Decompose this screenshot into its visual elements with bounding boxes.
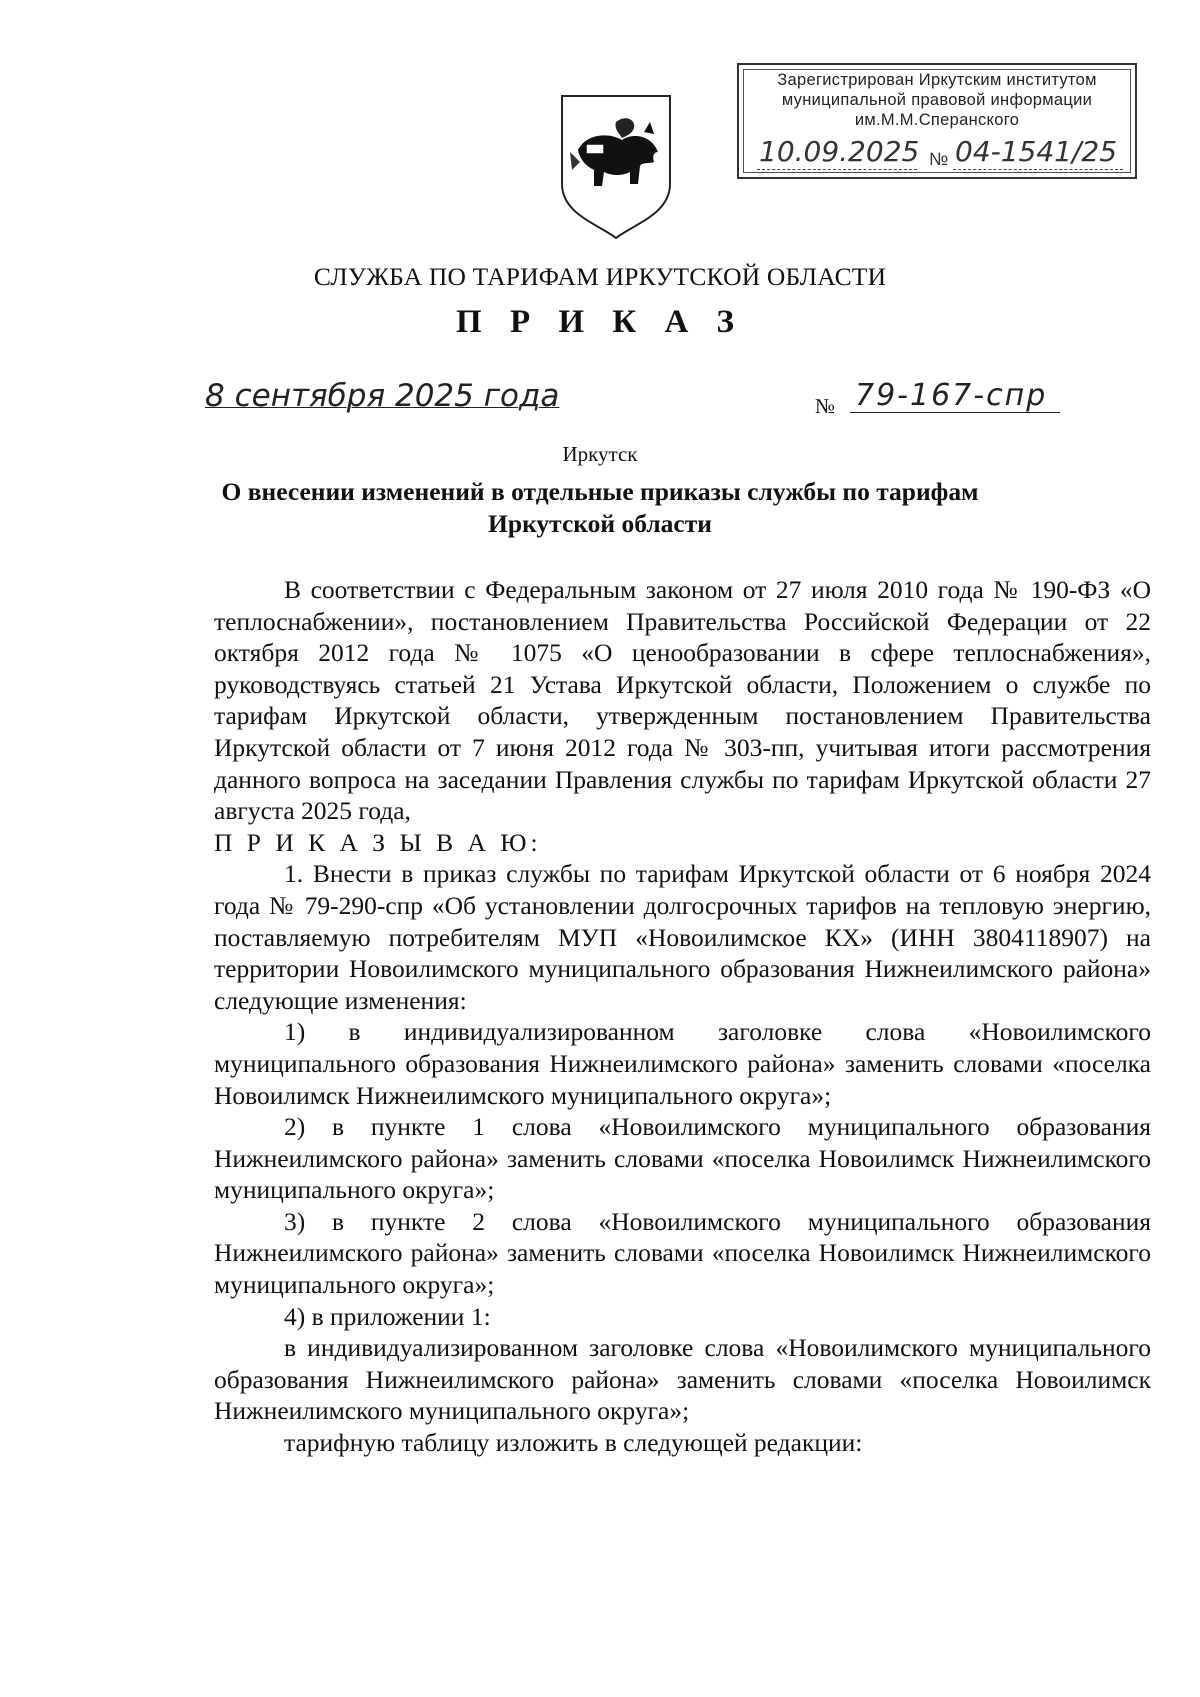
subitem-2: 2) в пункте 1 слова «Новоилимского муниципального образования Нижнеилимского района» заменить словами «поселка Новоилимск Нижнеилимского муниципального округа»; [214, 1112, 1151, 1205]
stamp-registration-number: 04-1541/25 [955, 135, 1118, 168]
order-number-handwritten: 79-167-спр [855, 378, 1048, 413]
coat-of-arms-irkutsk-icon [556, 92, 676, 242]
city-name: Иркутск [562, 442, 638, 466]
preamble-paragraph: В соответствии с Федеральным законом от 27 июля 2010 года № 190-ФЗ «О теплоснабжении», постановлением Правительства Российской Федерации от 22 октября 2012 года № 1075 «О ценообразовании в сфере теплоснабжения», руководствуясь статьей 21 Устава Иркутской области, Положением о службе по тарифам Иркутской области, утвержденным постановлением Правительства Иркутской области от 7 июня 2012 года № 303-пп, учитывая итоги рассмотрения данного вопроса на заседании Правления службы по тарифам Иркутской области 27 августа 2025 года, [214, 575, 1151, 826]
order-number-label: № [815, 394, 836, 418]
order-number-underline [850, 412, 1060, 413]
document-body [214, 574, 1151, 1459]
subitem-4-heading-change: в индивидуализированном заголовке слова «Новоилимского муниципального образования Нижнеилимского района» заменить словами «поселка Новоилимск Нижнеилимского муниципального округа»; [214, 1333, 1151, 1426]
stamp-number-label: № [929, 149, 949, 169]
order-date-handwritten: 8 сентября 2025 года [205, 378, 560, 414]
stamp-line-2: муниципальной правовой информации [781, 91, 1093, 109]
subitem-3: 3) в пункте 2 слова «Новоилимского муниципального образования Нижнеилимского района» заменить словами «поселка Новоилимск Нижнеилимского муниципального округа»; [214, 1206, 1151, 1300]
order-word: П Р И К А З Ы В А Ю: [214, 827, 542, 857]
registration-stamp [737, 63, 1137, 179]
stamp-line-1: Зарегистрирован Иркутским институтом [777, 71, 1097, 89]
stamp-line-3: им.М.М.Сперанского [854, 111, 1020, 129]
subitem-4: 4) в приложении 1: [284, 1301, 491, 1331]
item-1-paragraph: 1. Внести в приказ службы по тарифам Иркутской области от 6 ноября 2024 года № 79-290-спр «Об установлении долгосрочных тарифов на тепловую энергию, поставляемую потребителям МУП «Новоилимское КХ» (ИНН 3804118907) на территории Новоилимского муниципального образования Нижнеилимского района» следующие изменения: [214, 859, 1151, 1015]
agency-name: СЛУЖБА ПО ТАРИФАМ ИРКУТСКОЙ ОБЛАСТИ [313, 262, 887, 291]
subitem-1: 1) в индивидуализированном заголовке слова «Новоилимского муниципального образования Нижнеилимского района» заменить словами «поселка Новоилимск Нижнеилимского муниципального округа»; [214, 1017, 1151, 1110]
document-type: П Р И К А З [456, 304, 744, 340]
subitem-4-table-change: тарифную таблицу изложить в следующей редакции: [284, 1428, 863, 1458]
stamp-registration-date: 10.09.2025 [759, 135, 920, 168]
document-title: О внесении изменений в отдельные приказы службы по тарифам Иркутской области [221, 477, 979, 538]
